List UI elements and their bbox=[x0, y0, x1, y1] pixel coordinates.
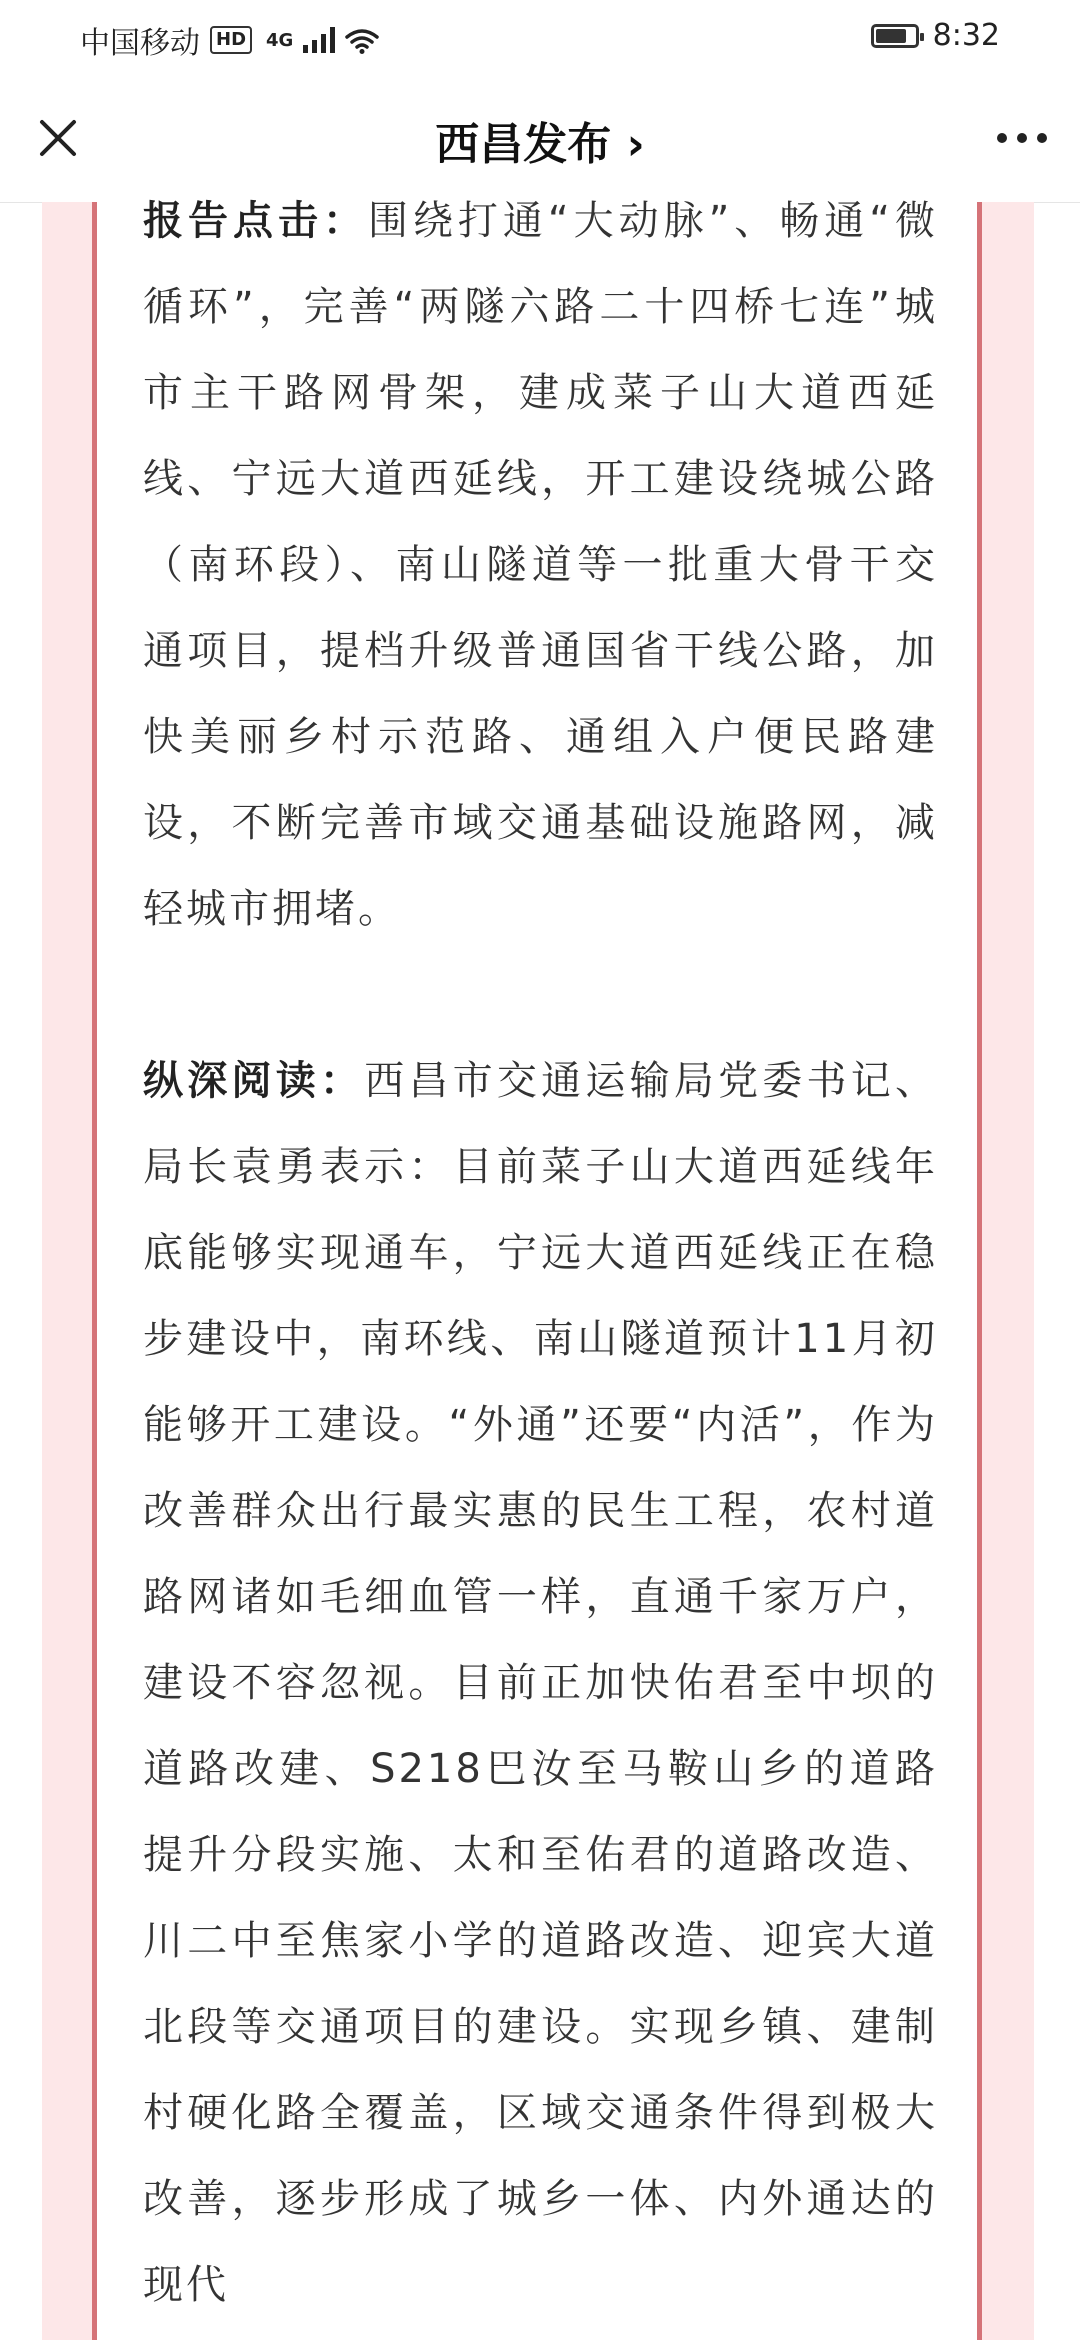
network-type: 4G bbox=[266, 29, 294, 51]
carrier-name: 中国移动 bbox=[80, 26, 200, 61]
page-title[interactable]: 西昌发布 › bbox=[435, 119, 645, 170]
article-paragraph-2 bbox=[143, 1038, 938, 2328]
status-left bbox=[80, 18, 379, 62]
article-paragraph-1 bbox=[143, 178, 938, 952]
battery-icon bbox=[871, 24, 919, 48]
status-bar bbox=[0, 0, 1080, 72]
hd-badge: HD bbox=[210, 26, 252, 54]
wifi-icon bbox=[345, 27, 379, 53]
section-text-report: 围绕打通“大动脉”、畅通“微循环”，完善“两隧六路二十四桥七连”城市主干路网骨架，建成菜子山大道西延线、宁远大道西延线，开工建设绕城公路（南环段）、南山隧道等一批重大骨干交通项目，提档升级普通国省干线公路，加快美丽乡村示范路、通组入户便民路建设，不断完善市域交通基础设施路网，减轻城市拥堵。 bbox=[143, 198, 938, 932]
more-button[interactable] bbox=[986, 102, 1058, 174]
section-text-reading: 西昌市交通运输局党委书记、局长袁勇表示：目前菜子山大道西延线年底能够实现通车，宁远大道西延线正在稳步建设中，南环线、南山隧道预计11月初能够开工建设。“外通”还要“内活”，作为改善群众出行最实惠的民生工程，农村道路网诸如毛细血管一样，直通千家万户，建设不容忽视。目前正加快佑君至中坝的道路改建、S218巴汝至马鞍山乡的道路提升分段实施、太和至佑君的道路改造、川二中至焦家小学的道路改造、迎宾大道北段等交通项目的建设。实现乡镇、建制村硬化路全覆盖，区域交通条件得到极大改善，逐步形成了城乡一体、内外通达的现代 bbox=[143, 1058, 939, 2308]
section-lead-report: 报告点击： bbox=[143, 198, 368, 244]
paragraph-gap bbox=[143, 952, 938, 1038]
signal-icon bbox=[303, 27, 335, 53]
section-lead-reading: 纵深阅读： bbox=[143, 1058, 365, 1104]
status-right bbox=[871, 18, 1000, 53]
article-body bbox=[143, 178, 938, 2328]
more-dots-icon bbox=[995, 131, 1049, 145]
clock: 8:32 bbox=[932, 18, 1000, 53]
